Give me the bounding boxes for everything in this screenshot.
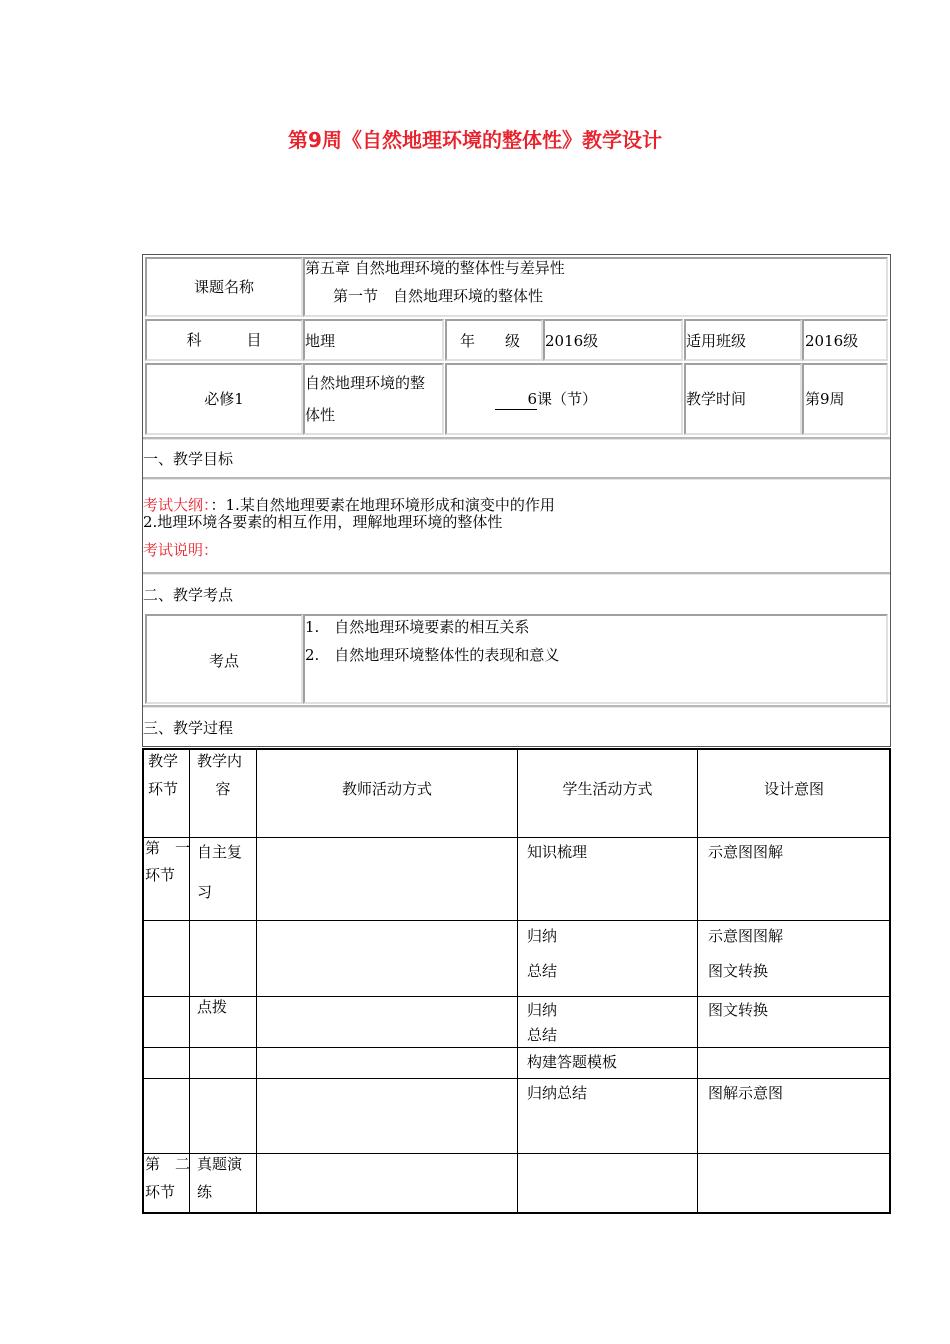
row6-content-line1: 真题演: [197, 1155, 243, 1173]
time-label: 教学时间: [686, 390, 747, 408]
row4-student: 构建答题模板: [527, 1053, 618, 1071]
course-name-line1: 第五章 自然地理环境的整体性与差异性: [305, 259, 565, 277]
row6-content-line2: 练: [197, 1183, 213, 1201]
course-name-line2: 第一节 自然地理环境的整体性: [333, 287, 544, 305]
row-line: [143, 837, 890, 838]
lessons-suffix: 课（节）: [537, 390, 598, 408]
column-line: [517, 749, 518, 1213]
row-line: [143, 1153, 890, 1154]
topic-line1: 自然地理环境的整: [305, 374, 426, 392]
topic-line2: 体性: [305, 406, 336, 424]
row6-stage-line1: 第 二: [145, 1155, 191, 1173]
row-line: [143, 1078, 890, 1079]
header-content-line1: 教学内: [197, 752, 243, 770]
outline-text: ：1.某自然地理要素在地理环境形成和演变中的作用: [210, 496, 555, 514]
exam-point-1: 1. 自然地理环境要素的相互关系: [305, 618, 530, 636]
outline-line2: 2.地理环境各要素的相互作用，理解地理环境的整体性: [143, 513, 503, 531]
row6-stage-line2: 环节: [145, 1183, 176, 1201]
lessons-count: [495, 389, 597, 410]
row5-student: 归纳总结: [527, 1084, 588, 1102]
row3-student-line2: 总结: [527, 1026, 558, 1044]
row3-design: 图文转换: [708, 1001, 769, 1019]
row1-design: 示意图图解: [708, 843, 784, 861]
row-line: [143, 920, 890, 921]
header-design: 设计意图: [763, 780, 824, 798]
header-stage-line1: 教学: [148, 752, 179, 770]
column-line: [189, 749, 190, 1213]
row1-stage-line2: 环节: [145, 866, 176, 884]
row3-content: 点拨: [197, 998, 228, 1016]
grade-value: 2016级: [545, 332, 599, 350]
exam-point-label: 考点: [208, 652, 239, 670]
subject-label: 科 目: [186, 331, 262, 349]
header-stage-line2: 环节: [148, 780, 179, 798]
row1-stage-line1: 第 一: [145, 839, 191, 857]
subject-value: 地理: [305, 332, 336, 350]
row2-student-line2: 总结: [527, 962, 558, 980]
time-value: 第9周: [805, 390, 845, 408]
class-label: 适用班级: [686, 332, 747, 350]
row2-student-line1: 归纳: [527, 927, 558, 945]
row1-student: 知识梳理: [527, 843, 588, 861]
row3-student-line1: 归纳: [527, 1001, 558, 1019]
row-line: [143, 996, 890, 997]
row1-content-line1: 自主复: [197, 843, 243, 861]
exam-point-2: 2. 自然地理环境整体性的表现和意义: [305, 646, 560, 664]
grade-label: 年 级: [460, 332, 521, 350]
lessons-number: 6: [495, 389, 537, 410]
row1-content-line2: 习: [197, 883, 213, 901]
header-teacher: 教师活动方式: [341, 780, 432, 798]
column-line: [697, 749, 698, 1213]
section3-heading: 三、教学过程: [143, 719, 234, 737]
row2-design-line1: 示意图图解: [708, 927, 784, 945]
column-line: [256, 749, 257, 1213]
divider: [143, 477, 890, 480]
row2-design-line2: 图文转换: [708, 962, 769, 980]
section1-heading: 一、教学目标: [143, 450, 234, 468]
header-content-line2: 容: [215, 780, 231, 798]
divider: [143, 705, 890, 708]
row5-design: 图解示意图: [708, 1084, 784, 1102]
class-value: 2016级: [805, 332, 859, 350]
divider: [143, 572, 890, 575]
section2-heading: 二、教学考点: [143, 586, 234, 604]
course-name-label: 课题名称: [193, 278, 254, 296]
outline-label: 考试大纲：: [143, 496, 211, 514]
module-label: 必修1: [204, 390, 244, 408]
row-line: [143, 1047, 890, 1048]
explain-label: 考试说明：: [143, 541, 219, 559]
page-title: 第9周《自然地理环境的整体性》教学设计: [288, 128, 662, 152]
header-student: 学生活动方式: [562, 780, 653, 798]
divider: [143, 437, 890, 440]
